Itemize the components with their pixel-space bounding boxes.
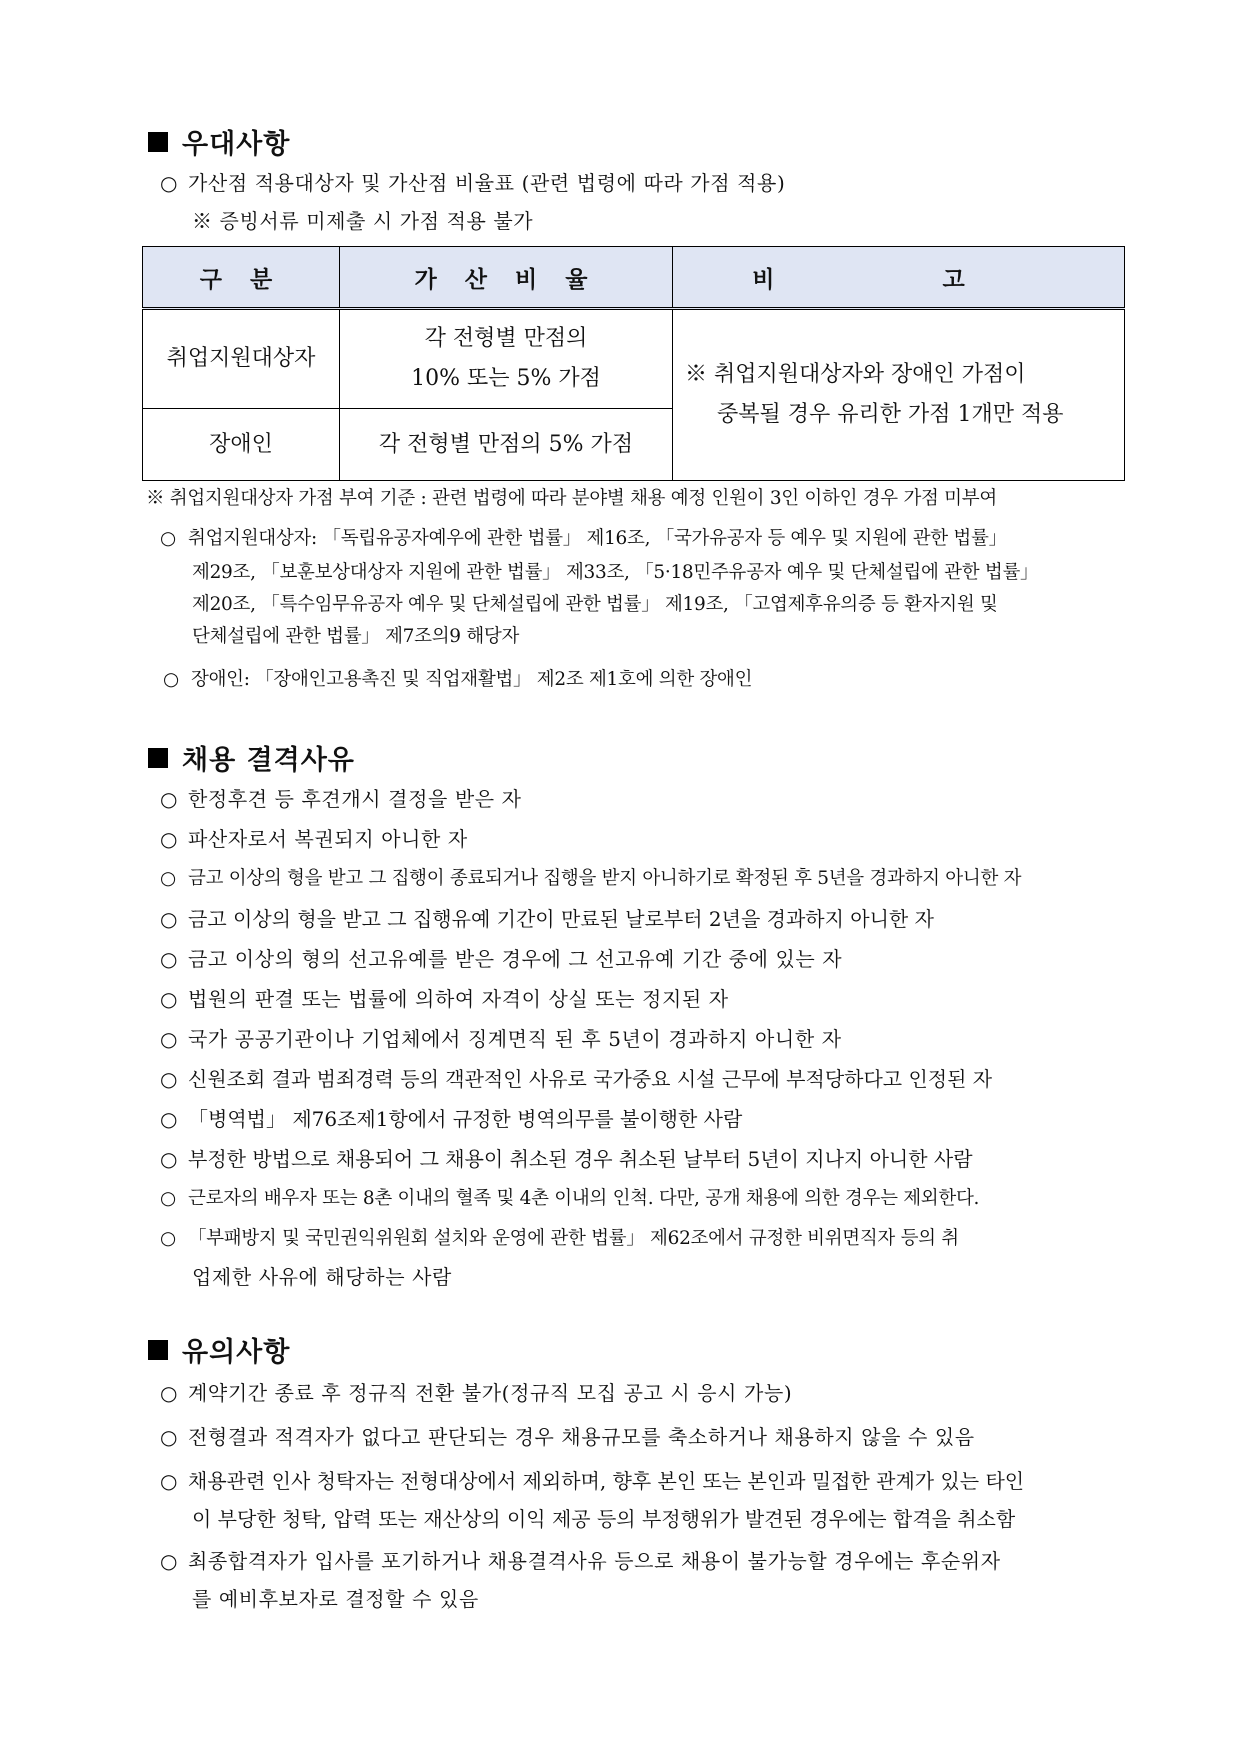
remark-line: ※ 취업지원대상자와 장애인 가점이 bbox=[685, 362, 1026, 387]
section-title: 유의사항 bbox=[182, 1337, 291, 1368]
list-item: ○ 계약기간 종료 후 정규직 전환 불가(정규직 모집 공고 시 응시 가능) bbox=[160, 1381, 793, 1405]
header-category: 구 분 bbox=[143, 247, 340, 309]
circle-bullet-icon: ○ bbox=[160, 947, 179, 971]
circle-bullet-icon: ○ bbox=[160, 1425, 179, 1449]
circle-bullet-icon: ○ bbox=[160, 1469, 178, 1493]
veteran-footnote: ※ 취업지원대상자 가점 부여 기준 : 관련 법령에 따라 분야별 채용 예정 인원이 3인 이하인 경우 가점 미부여 bbox=[146, 488, 997, 509]
section-heading-disqualification bbox=[148, 738, 355, 777]
circle-bullet-icon: ○ bbox=[160, 1107, 178, 1131]
list-item: ○ 국가 공공기관이나 기업체에서 징계면직 된 후 5년이 경과하지 아니한 자 bbox=[160, 1027, 842, 1051]
list-item: ○ 법원의 판결 또는 법률에 의하여 자격이 상실 또는 정지된 자 bbox=[160, 987, 729, 1011]
list-item: ○ 파산자로서 복권되지 아니한 자 bbox=[160, 827, 468, 851]
list-item: ○ 금고 이상의 형을 받고 그 집행이 종료되거나 집행을 받지 아니하기로 확정된 후 5년을 경과하지 아니한 자 bbox=[160, 866, 1021, 892]
list-item-continuation: 업제한 사유에 해당하는 사람 bbox=[192, 1265, 452, 1289]
circle-bullet-icon: ○ bbox=[160, 787, 179, 811]
circle-bullet-icon: ○ bbox=[160, 907, 178, 931]
cell-rate: 각 전형별 만점의 5% 가점 bbox=[340, 409, 673, 481]
section-title: 우대사항 bbox=[182, 129, 291, 160]
cell-category: 장애인 bbox=[143, 409, 340, 481]
table-header-row bbox=[143, 247, 1125, 309]
rate-line: 10% 또는 5% 가점 bbox=[411, 366, 601, 391]
cell-remark bbox=[673, 309, 1125, 481]
cell-category: 취업지원대상자 bbox=[143, 309, 340, 409]
veteran-criteria-line: ○ 취업지원대상자: 「독립유공자예우에 관한 법률」 제16조, 「국가유공자 등 예우 및 지원에 관한 법률」 bbox=[160, 526, 1007, 552]
list-item: ○ 전형결과 적격자가 없다고 판단되는 경우 채용규모를 축소하거나 채용하지 않을 수 있음 bbox=[160, 1425, 975, 1449]
list-item: ○ 부정한 방법으로 채용되어 그 채용이 취소된 경우 취소된 날부터 5년이 지나지 아니한 사람 bbox=[160, 1147, 973, 1171]
square-bullet-icon bbox=[148, 1340, 168, 1360]
section-heading-notes bbox=[148, 1330, 290, 1369]
list-item: ○ 한정후견 등 후견개시 결정을 받은 자 bbox=[160, 787, 522, 811]
table-row bbox=[143, 309, 1125, 409]
header-remark: 비 고 bbox=[673, 247, 1125, 309]
list-item-continuation: 를 예비후보자로 결정할 수 있음 bbox=[192, 1587, 479, 1611]
circle-bullet-icon: ○ bbox=[160, 1027, 179, 1051]
list-item: ○ 금고 이상의 형을 받고 그 집행유예 기간이 만료된 날로부터 2년을 경과하지 아니한 자 bbox=[160, 907, 934, 931]
preference-intro bbox=[160, 170, 785, 196]
circle-bullet-icon: ○ bbox=[160, 1549, 179, 1573]
list-item-continuation: 이 부당한 청탁, 압력 또는 재산상의 이익 제공 등의 부정행위가 발견된 경우에는 합격을 취소함 bbox=[192, 1507, 1016, 1531]
rate-line: 각 전형별 만점의 bbox=[424, 326, 588, 351]
list-item: ○ 최종합격자가 입사를 포기하거나 채용결격사유 등으로 채용이 불가능할 경우에는 후순위자 bbox=[160, 1549, 1001, 1573]
square-bullet-icon bbox=[148, 748, 168, 768]
intro-text: 가산점 적용대상자 및 가산점 비율표 (관련 법령에 따라 가점 적용) bbox=[188, 171, 786, 195]
circle-bullet-icon: ○ bbox=[160, 1228, 176, 1249]
list-item: ○ 「병역법」 제76조제1항에서 규정한 병역의무를 불이행한 사람 bbox=[160, 1107, 743, 1131]
remark-line: 중복될 경우 유리한 가점 1개만 적용 bbox=[717, 402, 1064, 427]
list-item: ○ 금고 이상의 형의 선고유예를 받은 경우에 그 선고유예 기간 중에 있는 자 bbox=[160, 947, 843, 971]
veteran-criteria-line: 제20조, 「특수임무유공자 예우 및 단체설립에 관한 법률」 제19조, 「고엽제후유의증 등 환자지원 및 bbox=[192, 594, 998, 615]
square-bullet-icon bbox=[148, 132, 168, 152]
bonus-rate-table bbox=[142, 246, 1125, 481]
section-title: 채용 결격사유 bbox=[182, 745, 355, 776]
circle-bullet-icon: ○ bbox=[160, 1188, 176, 1209]
list-item: ○ 근로자의 배우자 또는 8촌 이내의 혈족 및 4촌 이내의 인척. 다만, 공개 채용에 의한 경우는 제외한다. bbox=[160, 1186, 979, 1212]
list-item: ○ 신원조회 결과 범죄경력 등의 객관적인 사유로 국가중요 시설 근무에 부적당하다고 인정된 자 bbox=[160, 1067, 993, 1091]
preference-intro-note: ※ 증빙서류 미제출 시 가점 적용 불가 bbox=[192, 209, 534, 233]
circle-bullet-icon: ○ bbox=[160, 987, 179, 1011]
list-item: ○ 채용관련 인사 청탁자는 전형대상에서 제외하며, 향후 본인 또는 본인과 밀접한 관계가 있는 타인 bbox=[160, 1469, 1025, 1493]
circle-bullet-icon: ○ bbox=[160, 1147, 178, 1171]
disabled-criteria-line: ○ 장애인: 「장애인고용촉진 및 직업재활법」 제2조 제1호에 의한 장애인 bbox=[163, 667, 752, 693]
header-rate: 가 산 비 율 bbox=[340, 247, 673, 309]
list-item: ○ 「부패방지 및 국민권익위원회 설치와 운영에 관한 법률」 제62조에서 규정한 비위면직자 등의 취 bbox=[160, 1226, 959, 1252]
veteran-criteria-line: 제29조, 「보훈보상대상자 지원에 관한 법률」 제33조, 「5·18민주유공자 예우 및 단체설립에 관한 법률」 bbox=[192, 562, 1039, 583]
circle-bullet-icon: ○ bbox=[160, 171, 179, 195]
circle-bullet-icon: ○ bbox=[163, 669, 179, 690]
circle-bullet-icon: ○ bbox=[160, 827, 179, 851]
circle-bullet-icon: ○ bbox=[160, 1067, 178, 1091]
circle-bullet-icon: ○ bbox=[160, 868, 176, 889]
circle-bullet-icon: ○ bbox=[160, 1381, 179, 1405]
veteran-criteria-line: 단체설립에 관한 법률」 제7조의9 해당자 bbox=[192, 626, 520, 647]
cell-rate bbox=[340, 309, 673, 409]
circle-bullet-icon: ○ bbox=[160, 528, 176, 549]
section-heading-preference bbox=[148, 122, 290, 161]
